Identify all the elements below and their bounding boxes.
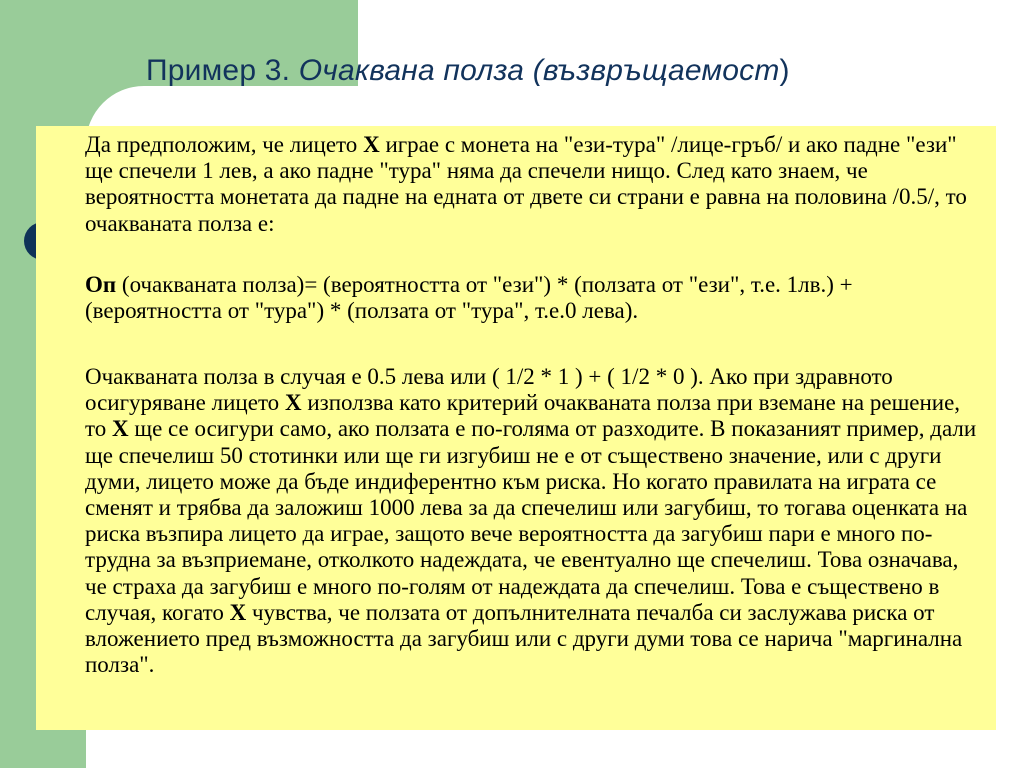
paragraph-3-text-c: ще се осигури само, ако ползата е по-голяма от разходите. В показаният пример, дали ще спечелиш 50 стотинки или ще ги изгубиш не е от съществено значение, или с други думи, лицето може да бъде индиферентно към риска. Но когато правилата на играта се сменят и трябва да заложиш 1000 лева за да спечелиш или загубиш, то тогава оценката на риска възпира лицето да играе, защото вече вероятността да загубиш пари е много по-трудна за възприемане, отколкото надеждата, че евентуално ще спечелиш. Това означава, че страха да загубиш е много по-голям от надеждата да спечелиш. Това е съществено в случая, когато xyxy=(85,416,977,625)
paragraph-3-text-d: чувства, че ползата от допълнителната печалба си заслужава риска от вложението пред възможността да загубиш или с други думи това се нарича "маргинална полза". xyxy=(85,599,963,678)
paragraph-3-text-a: Очакваната полза в случая е 0.5 лева или ( 1/2 * 1 ) + ( 1/2 * 0 ). Ако при здравното осигуряване лицето xyxy=(85,364,893,416)
variable-x: X xyxy=(284,390,302,416)
formula-text: (очакваната полза)= (вероятността от "ези") * (ползата от "ези", т.е. 1лв.) + (вероятността от "тура") * (ползата от "тура", т.е.0 лева). xyxy=(85,272,853,324)
paragraph-3 xyxy=(85,364,985,678)
formula-term: Оп xyxy=(85,272,117,297)
paragraph-1-text-b: играе с монета на "ези-тура" /лице-гръб/ и ако падне "ези" ще спечели 1 лев, а ако падне "тура" няма да спечели нищо. След като знаем, че вероятността монетата да падне на едната от двете си страни е равна на половина /0.5/, то очакваната полза е: xyxy=(85,132,967,236)
paragraph-2 xyxy=(85,272,985,324)
content-box xyxy=(36,126,996,730)
title-suffix: ) xyxy=(779,54,790,87)
variable-x: X xyxy=(112,416,129,442)
title-prefix: Пример 3. xyxy=(146,54,299,87)
variable-x: X xyxy=(229,599,247,625)
variable-x: X xyxy=(363,132,380,157)
paragraph-1-text-a: Да предположим, че лицето xyxy=(85,132,364,157)
paragraph-1 xyxy=(85,132,985,237)
title-italic: Очаквана полза (възвръщаемост xyxy=(298,54,780,87)
paragraph-3-text-b: използва като критерий очакваната полза при вземане на решение, то xyxy=(85,390,961,442)
slide-title xyxy=(146,54,790,88)
